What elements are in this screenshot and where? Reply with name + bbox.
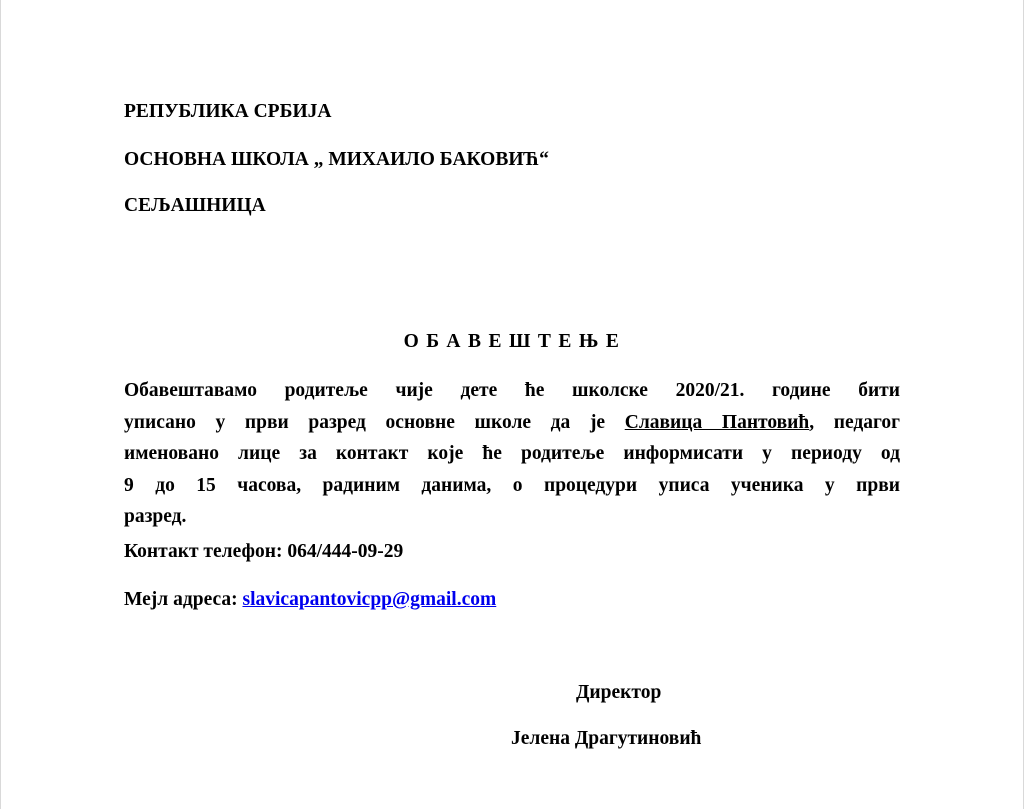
page-edge-left [0, 0, 1, 809]
phone-line [124, 542, 403, 562]
mail-line [124, 590, 496, 610]
notice-title: ОБАВЕШТЕЊЕ [403, 331, 627, 352]
signature-name: Јелена Драгутиновић [511, 728, 702, 749]
notice-paragraph [124, 375, 900, 533]
paragraph-line-1: Обавештавамо родитеље чије дете ће школске 2020/21. године бити [124, 380, 900, 401]
paragraph-line-3: именовано лице за контакт које ће родитеље информисати у периоду од [124, 443, 900, 464]
paragraph-line-2-start: уписано у први разред основне школе да је [124, 411, 625, 433]
paragraph-line-2 [124, 407, 900, 439]
phone-value: 064/444-09-29 [287, 541, 404, 562]
phone-label: Контакт телефон: [124, 541, 283, 562]
paragraph-line-4: 9 до 15 часова, радиним данима, о процедури уписа ученика у први [124, 474, 900, 496]
header-place: СЕЉАШНИЦА [124, 195, 266, 216]
paragraph-line-2-end: , педагог [809, 411, 900, 433]
contact-person-name: Славица Пантовић [624, 411, 810, 433]
signature-role: Директор [576, 682, 662, 703]
header-school: ОСНОВНА ШКОЛА „ МИХАИЛО БАКОВИЋ“ [124, 149, 549, 170]
paragraph-line-5: разред. [124, 506, 187, 527]
email-link[interactable]: slavicapantovicpp@gmail.com [242, 589, 497, 610]
mail-label: Мејл адреса: [124, 589, 238, 610]
header-country: РЕПУБЛИКА СРБИЈА [124, 101, 332, 122]
